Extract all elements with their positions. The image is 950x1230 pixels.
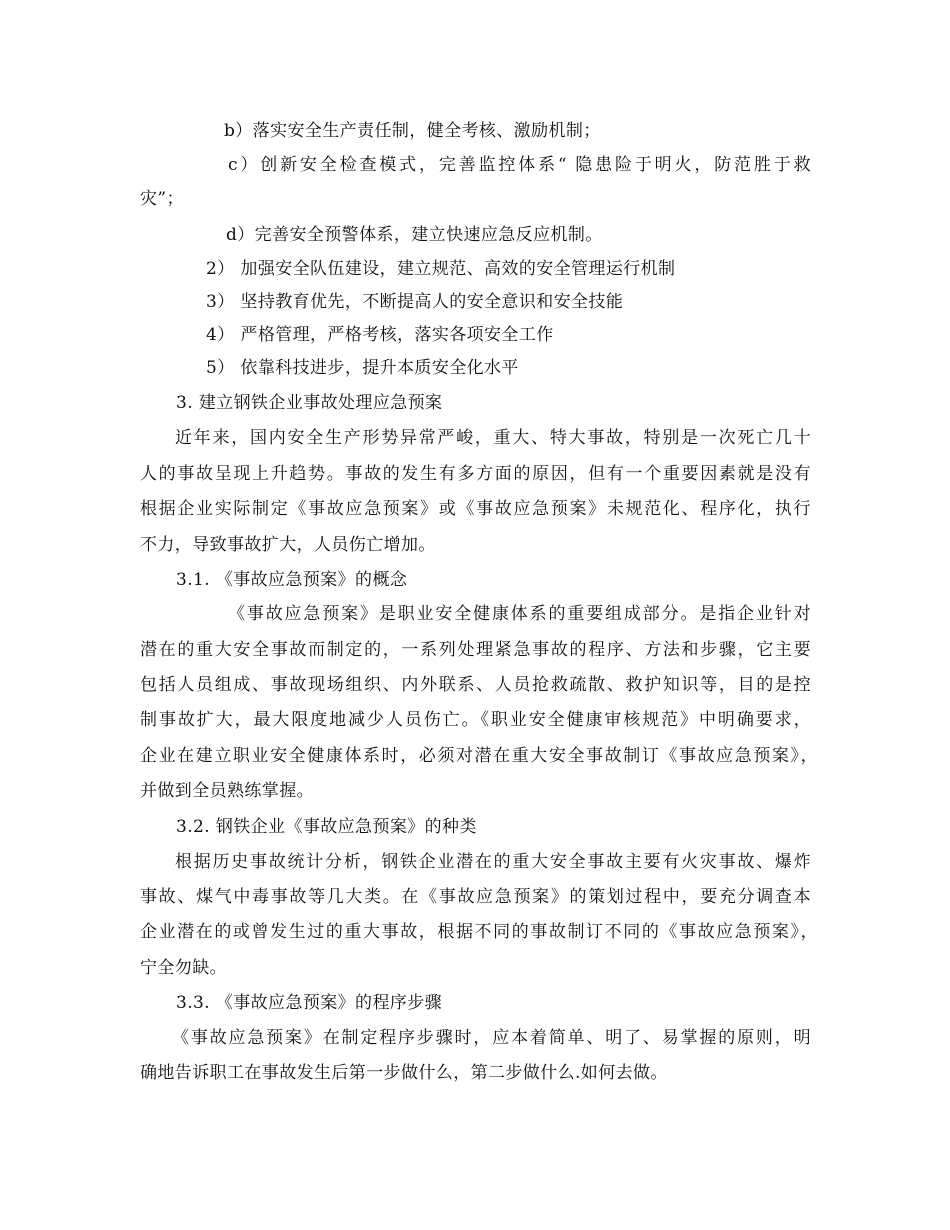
paragraph-3-line-4: 宁全勿缺。 bbox=[140, 958, 227, 978]
paragraph-2-line-1: 《事故应急预案》是职业安全健康体系的重要组成部分。是指企业针对 bbox=[228, 604, 811, 624]
paragraph-1-line-1: 近年来，国内安全生产形势异常严峻，重大、特大事故，特别是一次死亡几十 bbox=[175, 428, 811, 448]
paragraph-4-line-2: 确地告诉职工在事故发生后第一步做什么，第二步做什么.如何去做。 bbox=[140, 1063, 668, 1083]
paragraph-3-line-3: 企业潜在的或曾发生过的重大事故，根据不同的事故制订不同的《事故应急预案》， bbox=[140, 922, 818, 942]
paragraph-3-line-1: 根据历史事故统计分析，钢铁企业潜在的重大安全事故主要有火灾事故、爆炸 bbox=[175, 852, 811, 872]
paragraph-1-line-2: 人的事故呈现上升趋势。事故的发生有多方面的原因，但有一个重要因素就是没有 bbox=[140, 464, 811, 484]
paragraph-2-line-4: 制事故扩大，最大限度地减少人员伤亡。《职业安全健康审核规范》中明确要求， bbox=[140, 710, 811, 730]
paragraph-1-line-3: 根据企业实际制定《事故应急预案》或《事故应急预案》未规范化、程序化，执行 bbox=[140, 499, 811, 519]
paragraph-2-line-5: 企业在建立职业安全健康体系时，必须对潜在重大安全事故制订《事故应急预案》， bbox=[140, 746, 818, 766]
paragraph-1-line-4: 不力，导致事故扩大，人员伤亡增加。 bbox=[140, 535, 436, 555]
section-heading-3-2: 3.2. 钢铁企业《事故应急预案》的种类 bbox=[176, 817, 477, 837]
list-item-d: d）完善安全预警体系，建立快速应急反应机制。 bbox=[226, 225, 603, 245]
list-item-c-line-2: 灾”； bbox=[140, 189, 184, 209]
list-item-c-line-1: c）创新安全检查模式，完善监控体系“ 隐患险于明火，防范胜于救 bbox=[228, 155, 811, 175]
paragraph-4-line-1: 《事故应急预案》在制定程序步骤时，应本着简单、明了、易掌握的原则，明 bbox=[172, 1028, 811, 1048]
paragraph-2-line-2: 潜在的重大安全事故而制定的，一系列处理紧急事故的程序、方法和步骤，它主要 bbox=[140, 640, 811, 660]
paragraph-3-line-2: 事故、煤气中毒事故等几大类。在《事故应急预案》的策划过程中，要充分调查本 bbox=[140, 887, 811, 907]
numbered-item-5: 5） 依靠科技进步，提升本质安全化水平 bbox=[206, 358, 519, 378]
section-heading-3: 3. 建立钢铁企业事故处理应急预案 bbox=[176, 393, 443, 413]
section-heading-3-3: 3.3. 《事故应急预案》的程序步骤 bbox=[176, 993, 443, 1013]
list-item-b: b）落实安全生产责任制，健全考核、激励机制； bbox=[224, 121, 601, 141]
paragraph-2-line-6: 并做到全员熟练掌握。 bbox=[140, 781, 314, 801]
numbered-item-3: 3） 坚持教育优先，不断提高人的安全意识和安全技能 bbox=[206, 292, 624, 312]
numbered-item-2: 2） 加强安全队伍建设，建立规范、高效的安全管理运行机制 bbox=[206, 259, 676, 279]
paragraph-2-line-3: 包括人员组成、事故现场组织、内外联系、人员抢救疏散、救护知识等，目的是控 bbox=[140, 675, 811, 695]
section-heading-3-1: 3.1. 《事故应急预案》的概念 bbox=[176, 570, 408, 590]
numbered-item-4: 4） 严格管理，严格考核，落实各项安全工作 bbox=[206, 325, 554, 345]
